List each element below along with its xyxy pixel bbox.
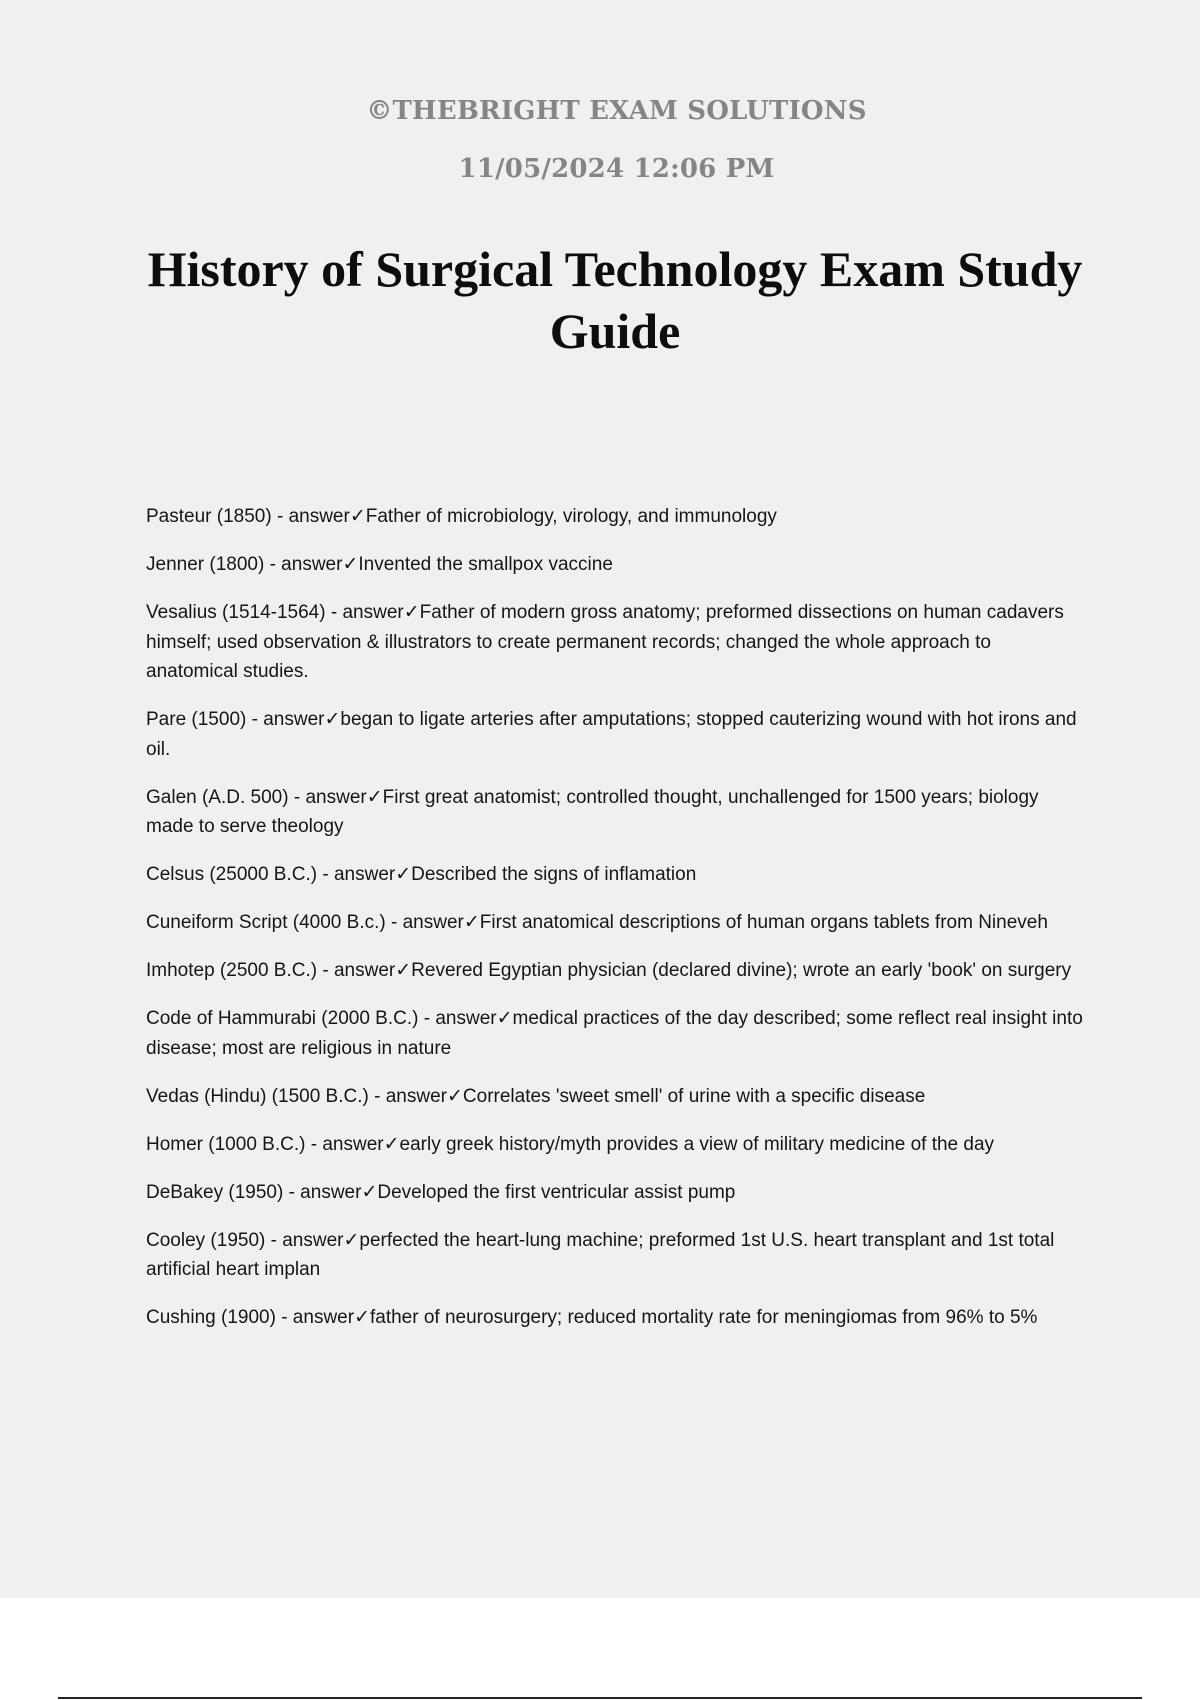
entry-separator: - answer	[246, 709, 325, 730]
entry-answer: began to ligate arteries after amputations; stopped cauterizing wound with hot irons and oil.	[146, 709, 1077, 760]
entry-term: Pasteur (1850)	[146, 506, 272, 527]
entry-answer: Father of microbiology, virology, and immunology	[365, 506, 777, 527]
entry-term: Vesalius (1514-1564)	[146, 602, 326, 623]
checkmark-icon: ✓	[463, 912, 480, 933]
list-item	[146, 1004, 1086, 1063]
entry-answer: medical practices of the day described; some reflect real insight into disease; most are religious in nature	[146, 1008, 1083, 1059]
checkmark-icon: ✓	[361, 1181, 378, 1203]
checkmark-icon: ✓	[395, 864, 412, 885]
entry-term: Pare (1500)	[146, 709, 247, 730]
entry-term: Cooley (1950)	[146, 1229, 266, 1251]
timestamp-header: 11/05/2024 12:06 PM	[458, 154, 775, 184]
brand-header: ©THEBRIGHT EXAM SOLUTIONS	[366, 96, 867, 126]
entry-term: Galen (A.D. 500)	[146, 786, 289, 808]
checkmark-icon: ✓	[324, 709, 341, 730]
entry-separator: - answer	[385, 912, 464, 933]
entry-term: Code of Hammurabi (2000 B.C.)	[146, 1008, 419, 1029]
list-item	[146, 1303, 1086, 1333]
checkmark-icon: ✓	[354, 1307, 370, 1328]
entry-term: Cushing (1900)	[146, 1307, 276, 1328]
entry-separator: - answer	[368, 1085, 447, 1107]
page-title: History of Surgical Technology Exam Study Guide	[147, 241, 1083, 359]
entry-list	[146, 502, 1086, 1351]
entry-term: Jenner (1800)	[146, 554, 265, 575]
entry-answer: early greek history/myth provides a view of military medicine of the day	[399, 1133, 995, 1155]
list-item	[146, 1082, 1086, 1112]
checkmark-icon: ✓	[403, 602, 420, 623]
entry-separator: - answer	[275, 1307, 355, 1328]
list-item	[146, 860, 1086, 890]
entry-answer: Invented the smallpox vaccine	[358, 554, 613, 575]
list-item	[146, 1130, 1086, 1160]
entry-separator: - answer	[418, 1008, 497, 1029]
entry-answer: First anatomical descriptions of human organs tablets from Nineveh	[479, 912, 1048, 933]
entry-answer: Revered Egyptian physician (declared divine); wrote an early 'book' on surgery	[411, 960, 1072, 981]
list-item	[146, 705, 1086, 764]
list-item	[146, 1178, 1086, 1208]
checkmark-icon: ✓	[343, 1229, 360, 1251]
checkmark-icon: ✓	[383, 1133, 400, 1155]
list-item	[146, 908, 1086, 938]
entry-answer: father of neurosurgery; reduced mortality rate for meningiomas from 96% to 5%	[369, 1307, 1038, 1328]
entry-separator: - answer	[271, 506, 350, 527]
checkmark-icon: ✓	[342, 554, 359, 575]
list-item	[146, 502, 1086, 532]
footer-divider	[58, 1697, 1142, 1699]
entry-term: Cuneiform Script (4000 B.c.)	[146, 912, 386, 933]
list-item	[146, 956, 1086, 986]
entry-separator: - answer	[283, 1181, 362, 1203]
entry-answer: Father of modern gross anatomy; preformed dissections on human cadavers himself; used observation & illustrators to create permanent records; changed the whole approach to anatomical studies.	[146, 602, 1064, 682]
list-item	[146, 598, 1086, 687]
list-item	[146, 1226, 1086, 1285]
entry-separator: - answer	[317, 864, 396, 885]
checkmark-icon: ✓	[349, 506, 366, 527]
entry-separator: - answer	[288, 786, 367, 808]
checkmark-icon: ✓	[446, 1085, 463, 1107]
checkmark-icon: ✓	[496, 1008, 513, 1029]
list-item	[146, 550, 1086, 580]
entry-separator: - answer	[264, 554, 343, 575]
entry-term: Vedas (Hindu) (1500 B.C.)	[146, 1085, 369, 1107]
entry-term: Celsus (25000 B.C.)	[146, 864, 318, 885]
entry-term: DeBakey (1950)	[146, 1181, 284, 1203]
entry-answer: First great anatomist; controlled thought, unchallenged for 1500 years; biology made to serve theology	[146, 786, 1039, 837]
entry-answer: perfected the heart-lung machine; preformed 1st U.S. heart transplant and 1st total artificial heart implan	[146, 1229, 1055, 1280]
list-item	[146, 783, 1086, 842]
entry-separator: - answer	[305, 1133, 384, 1155]
checkmark-icon: ✓	[366, 786, 383, 808]
entry-separator: - answer	[265, 1229, 344, 1251]
entry-term: Homer (1000 B.C.)	[146, 1133, 306, 1155]
entry-answer: Described the signs of inflamation	[411, 864, 697, 885]
entry-answer: Developed the first ventricular assist pump	[377, 1181, 736, 1203]
entry-separator: - answer	[325, 602, 404, 623]
entry-separator: - answer	[317, 960, 396, 981]
entry-answer: Correlates 'sweet smell' of urine with a specific disease	[462, 1085, 926, 1107]
entry-term: Imhotep (2500 B.C.)	[146, 960, 318, 981]
checkmark-icon: ✓	[395, 960, 412, 981]
